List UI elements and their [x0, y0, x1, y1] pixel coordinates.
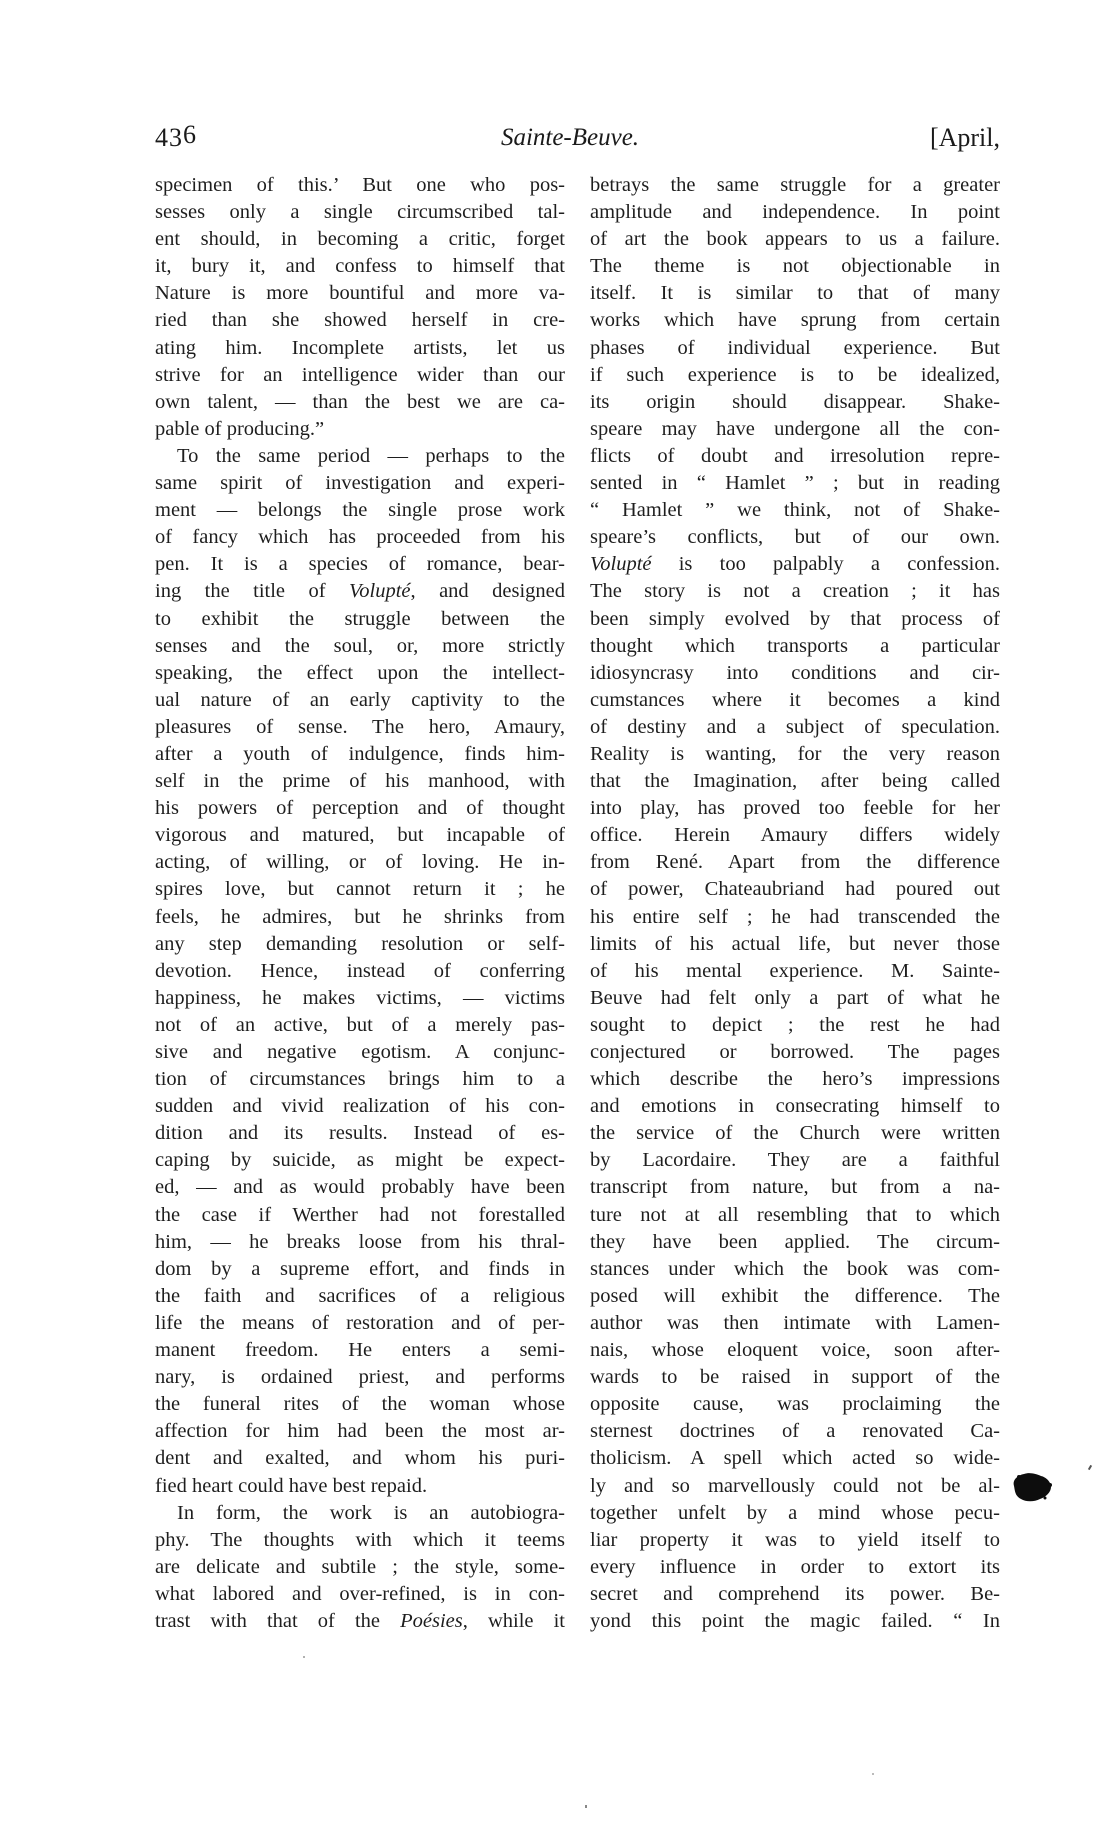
paper-speck	[1088, 1465, 1092, 1470]
text-line: and emotions in consecrating himself to	[590, 1095, 1000, 1118]
text-line: the faith and sacrifices of a religious	[155, 1284, 565, 1307]
text-line: his powers of perception and of thought	[155, 797, 565, 820]
text-line: what labored and over-refined, is in con-	[155, 1582, 565, 1605]
italic-title: Volupté	[590, 553, 652, 576]
text-line: strive for an intelligence wider than our	[155, 363, 565, 386]
text-line: speaking, the effect upon the intellect-	[155, 661, 565, 684]
text-line: happiness, he makes victims, — victims	[155, 986, 565, 1009]
text-line: phases of individual experience. But	[590, 336, 1000, 359]
text-line: betrays the same struggle for a greater	[590, 174, 1000, 196]
running-date: [April,	[929, 123, 1000, 152]
text-line: secret and comprehend its power. Be-	[590, 1582, 1000, 1605]
left-column	[155, 172, 565, 1635]
text-line: tholicism. A spell which acted so wide-	[590, 1447, 1000, 1470]
text-line: “ Hamlet ” we think, not of Shake-	[590, 499, 1000, 522]
text-line: are delicate and subtile ; the style, some-	[155, 1555, 565, 1578]
text-line: liar property it was to yield itself to	[590, 1528, 1000, 1551]
text-line: the service of the Church were written	[590, 1122, 1000, 1145]
text-line: ture not at all resembling that to which	[590, 1203, 1000, 1226]
text-line: wards to be raised in support of the	[590, 1366, 1000, 1389]
text-line: of art the book appears to us a failure.	[590, 228, 1000, 251]
text-line: into play, has proved too feeble for her	[590, 797, 1000, 820]
text-line: of fancy which has proceeded from his	[155, 526, 565, 549]
italic-title: Volupté	[349, 580, 411, 603]
text-line: by Lacordaire. They are a faithful	[590, 1149, 1000, 1172]
text-line: limits of his actual life, but never those	[590, 932, 1000, 955]
text-line: feels, he admires, but he shrinks from	[155, 905, 565, 928]
text-line: ating him. Incomplete artists, let us	[155, 336, 565, 359]
text-line: ent should, in becoming a critic, forget	[155, 228, 565, 251]
text-line	[590, 551, 1000, 578]
text-line: Beuve had felt only a part of what he	[590, 986, 1000, 1009]
running-title: Sainte-Beuve.	[500, 124, 640, 151]
paper-speck	[872, 1773, 874, 1775]
text-line: own talent, — than the best we are ca-	[155, 390, 565, 413]
text-line: sternest doctrines of a renovated Ca-	[590, 1420, 1000, 1443]
ink-blot	[1010, 1472, 1052, 1502]
text-line: thought which transports a particular	[590, 634, 1000, 657]
text-line: same spirit of investigation and experi-	[155, 472, 565, 495]
text-line: works which have sprung from certain	[590, 309, 1000, 332]
text-line: tion of circumstances brings him to a	[155, 1068, 565, 1091]
text-line: from René. Apart from the difference	[590, 851, 1000, 874]
text-line: every influence in order to extort its	[590, 1555, 1000, 1578]
italic-title: Poésies	[400, 1609, 463, 1632]
text-line: vigorous and matured, but incapable of	[155, 824, 565, 847]
page-number: 436	[155, 120, 197, 152]
text-line: pen. It is a species of romance, bear-	[155, 553, 565, 576]
text-line: conjectured or borrowed. The pages	[590, 1041, 1000, 1063]
text-run: , and designed	[410, 580, 565, 603]
text-line: of his mental experience. M. Sainte-	[590, 959, 1000, 982]
text-line: fied heart could have best repaid.	[155, 1474, 428, 1497]
text-line: him, — he breaks loose from his thral-	[155, 1230, 565, 1253]
text-line: The theme is not objectionable in	[590, 255, 1000, 278]
text-line	[155, 578, 565, 605]
text-line: sesses only a single circumscribed tal-	[155, 201, 565, 224]
text-line: phy. The thoughts with which it teems	[155, 1528, 565, 1551]
text-line: to exhibit the struggle between the	[155, 607, 565, 630]
text-line: Reality is wanting, for the very reason	[590, 742, 1000, 765]
text-line: any step demanding resolution or self-	[155, 932, 565, 955]
paper-speck	[585, 1805, 587, 1808]
text-line: devotion. Hence, instead of conferring	[155, 959, 565, 982]
text-line: sive and negative egotism. A conjunc-	[155, 1041, 565, 1063]
text-line: the funeral rites of the woman whose	[155, 1393, 565, 1416]
text-line: ual nature of an early captivity to the	[155, 688, 565, 711]
text-line: author was then intimate with Lamen-	[590, 1311, 1000, 1334]
text-line: together unfelt by a mind whose pecu-	[590, 1501, 1000, 1524]
text-line: been simply evolved by that process of	[590, 607, 1000, 630]
text-line	[155, 1608, 565, 1635]
text-run: is too palpably a confession.	[651, 553, 1000, 576]
text-line: ried than she showed herself in cre-	[155, 309, 565, 332]
text-line: To the same period — perhaps to the	[177, 444, 565, 467]
text-line: that the Imagination, after being called	[590, 770, 1000, 793]
text-line: of power, Chateaubriand had poured out	[590, 878, 1000, 901]
text-line: not of an active, but of a merely pas-	[155, 1013, 565, 1036]
text-line: cumstances where it becomes a kind	[590, 688, 1000, 711]
text-line: ment — belongs the single prose work	[155, 499, 565, 522]
text-line: dition and its results. Instead of es-	[155, 1122, 565, 1145]
text-line: his entire self ; he had transcended the	[590, 905, 1000, 928]
text-line: if such experience is to be idealized,	[590, 363, 1000, 386]
text-line: nary, is ordained priest, and performs	[155, 1366, 565, 1389]
text-line: spires love, but cannot return it ; he	[155, 878, 565, 901]
text-line: speare’s conflicts, but of our own.	[590, 526, 1000, 549]
text-line: they have been applied. The circum-	[590, 1230, 1000, 1253]
text-line: pable of producing.”	[155, 417, 325, 440]
text-line: sudden and vivid realization of his con-	[155, 1095, 565, 1118]
text-line: office. Herein Amaury differs widely	[590, 824, 1000, 847]
text-line: acting, of willing, or of loving. He in-	[155, 851, 565, 874]
text-line: speare may have undergone all the con-	[590, 417, 1000, 440]
text-line: the case if Werther had not forestalled	[155, 1203, 565, 1226]
text-line: nais, whose eloquent voice, soon after-	[590, 1339, 1000, 1362]
text-line: senses and the soul, or, more strictly	[155, 634, 565, 657]
text-line: itself. It is similar to that of many	[590, 282, 1000, 305]
text-line: self in the prime of his manhood, with	[155, 770, 565, 793]
right-column	[590, 172, 1000, 1635]
text-line: affection for him had been the most ar-	[155, 1420, 565, 1443]
text-run: ing the title of	[155, 580, 349, 603]
text-line: it, bury it, and confess to himself that	[155, 255, 565, 278]
text-line: specimen of this.’ But one who pos-	[155, 174, 565, 196]
text-line: dent and exalted, and whom his puri-	[155, 1447, 565, 1470]
text-line: caping by suicide, as might be expect-	[155, 1149, 565, 1172]
text-line: The story is not a creation ; it has	[590, 580, 1000, 603]
text-line: idiosyncrasy into conditions and cir-	[590, 661, 1000, 684]
text-line: life the means of restoration and of per-	[155, 1311, 565, 1334]
text-line: amplitude and independence. In point	[590, 201, 1000, 224]
text-run: trast with that of the	[155, 1609, 401, 1632]
text-line: In form, the work is an autobiogra-	[177, 1501, 565, 1524]
text-line: sought to depict ; the rest he had	[590, 1013, 1000, 1036]
text-line: stances under which the book was com-	[590, 1257, 1000, 1280]
text-line: of destiny and a subject of speculation.	[590, 715, 1000, 738]
text-line: after a youth of indulgence, finds him-	[155, 742, 565, 765]
paper-speck	[303, 1656, 305, 1658]
text-line: posed will exhibit the difference. The	[590, 1284, 1000, 1307]
text-line: flicts of doubt and irresolution repre-	[590, 444, 1000, 467]
text-line: Nature is more bountiful and more va-	[155, 282, 565, 305]
text-line: pleasures of sense. The hero, Amaury,	[155, 715, 565, 738]
text-line: dom by a supreme effort, and finds in	[155, 1257, 565, 1280]
text-run: , while it	[462, 1609, 565, 1632]
text-line: transcript from nature, but from a na-	[590, 1176, 1000, 1199]
text-line: ed, — and as would probably have been	[155, 1176, 565, 1199]
text-line: its origin should disappear. Shake-	[590, 390, 1000, 413]
text-line: sented in “ Hamlet ” ; but in reading	[590, 472, 1000, 495]
text-line: opposite cause, was proclaiming the	[590, 1393, 1000, 1416]
text-line: ly and so marvellously could not be al-	[590, 1474, 1000, 1497]
text-line: which describe the hero’s impressions	[590, 1068, 1000, 1091]
text-line: manent freedom. He enters a semi-	[155, 1339, 565, 1362]
text-line: yond this point the magic failed. “ In	[590, 1609, 1000, 1632]
